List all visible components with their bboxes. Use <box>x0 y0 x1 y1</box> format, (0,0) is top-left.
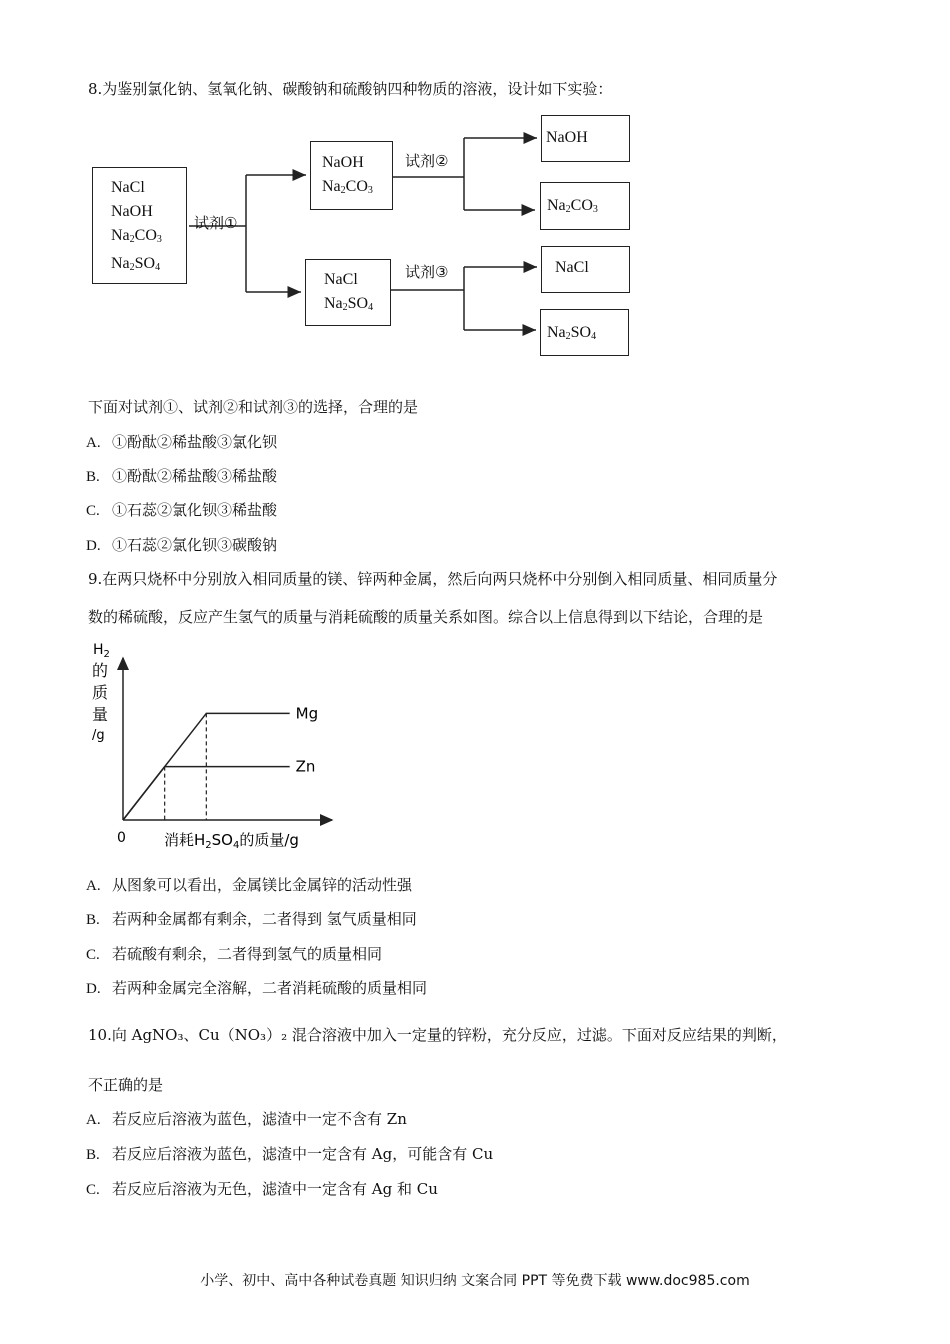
formula-na2so4: $Na_2SO_4$ <box>324 295 374 313</box>
q10-stem-line2: 不正确的是 <box>88 1076 164 1094</box>
q9-option-c: C. 若硫酸有剩余，二者得到氢气的质量相同 <box>86 945 383 963</box>
formula-nacl: NaCl <box>555 259 589 276</box>
formula-na2co3: $Na_2CO_3$ <box>111 227 162 245</box>
q10-option-a: A. 若反应后溶液为蓝色，滤渣中一定不含有 Zn <box>86 1110 407 1128</box>
y-axis-label-de: 的 <box>92 661 109 680</box>
formula-naoh: NaOH <box>322 154 364 171</box>
q8-stem: 8.为鉴别氯化钠、氢氧化钠、碳酸钠和硫酸钠四种物质的溶液，设计如下实验： <box>88 80 613 98</box>
q8-option-c: C. ①石蕊②氯化钡③稀盐酸 <box>86 501 278 519</box>
formula-na2co3: $Na_2CO_3$ <box>322 178 373 196</box>
q10-option-c: C. 若反应后溶液为无色，滤渣中一定含有 Ag 和 Cu <box>86 1180 438 1198</box>
formula-na2co3: $Na_2CO_3$ <box>547 197 598 215</box>
y-axis-label-unit: /g <box>92 728 105 743</box>
y-axis-label-zhi: 质 <box>92 683 109 702</box>
y-axis-label-liang: 量 <box>92 705 109 724</box>
q9-option-b: B. 若两种金属都有剩余，二者得到 氢气质量相同 <box>86 910 417 928</box>
reagent-1-label: 试剂① <box>194 214 238 232</box>
formula-naoh: NaOH <box>546 129 588 146</box>
y-axis-label-h2: $H_2$ <box>93 642 110 660</box>
reagent-2-label: 试剂② <box>405 152 449 170</box>
origin-label: 0 <box>117 830 126 846</box>
q8-option-d: D. ①石蕊②氯化钡③碳酸钠 <box>86 536 278 554</box>
reagent-3-label: 试剂③ <box>405 263 449 281</box>
formula-nacl: NaCl <box>111 179 145 196</box>
page-footer: 小学、初中、高中各种试卷真题 知识归纳 文案合同 PPT 等免费下载 www.doc985.com <box>200 1273 750 1289</box>
q8-option-b: B. ①酚酞②稀盐酸③稀盐酸 <box>86 467 278 485</box>
formula-nacl: NaCl <box>324 271 358 288</box>
q10-stem-line1: 10.向 AgNO₃、Cu（NO₃）₂ 混合溶液中加入一定量的锌粉，充分反应，过滤。下面对反应结果的判断， <box>88 1026 787 1044</box>
q9-stem-line2: 数的稀硫酸，反应产生氢气的质量与消耗硫酸的质量关系如图。综合以上信息得到以下结论，合理的是 <box>88 608 764 626</box>
q9-option-a: A. 从图象可以看出，金属镁比金属锌的活动性强 <box>86 876 413 894</box>
q9-stem-line1: 9.在两只烧杯中分别放入相同质量的镁、锌两种金属，然后向两只烧杯中分别倒入相同质量、相同质量分 <box>88 570 778 588</box>
series-label-mg: Mg <box>295 704 319 723</box>
q8-question: 下面对试剂①、试剂②和试剂③的选择，合理的是 <box>88 398 419 416</box>
q9-option-d: D. 若两种金属完全溶解，二者消耗硫酸的质量相同 <box>86 979 428 997</box>
x-axis-label: 消耗$H_2SO_4$的质量/g <box>164 831 299 851</box>
formula-na2so4: $Na_2SO_4$ <box>111 255 161 273</box>
formula-naoh: NaOH <box>111 203 153 220</box>
q8-option-a: A. ①酚酞②稀盐酸③氯化钡 <box>86 433 278 451</box>
series-label-zn: Zn <box>295 757 316 776</box>
q10-option-b: B. 若反应后溶液为蓝色，滤渣中一定含有 Ag，可能含有 Cu <box>86 1145 494 1163</box>
formula-na2so4: $Na_2SO_4$ <box>547 324 597 342</box>
